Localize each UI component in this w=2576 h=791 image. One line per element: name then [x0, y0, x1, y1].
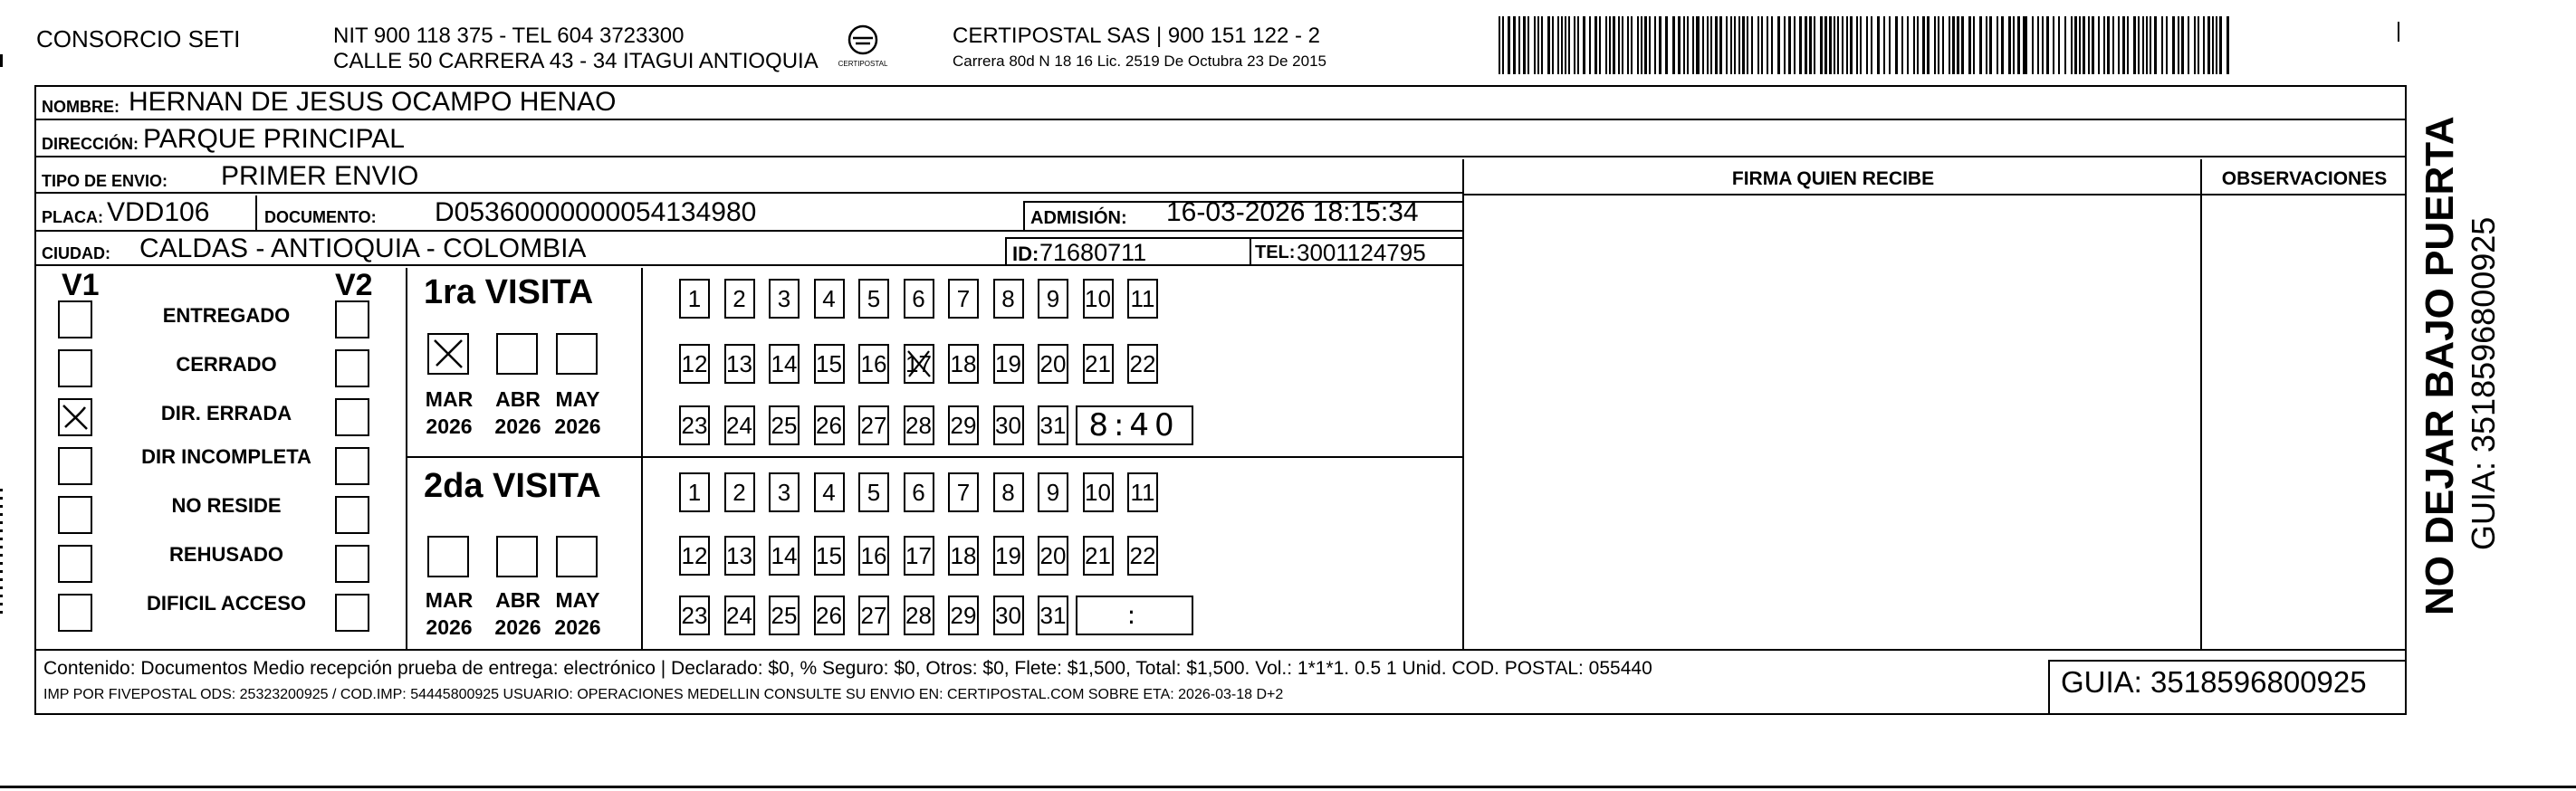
reasons-panel — [36, 268, 407, 649]
day-box[interactable]: 14 — [769, 344, 800, 384]
day-box[interactable]: 3 — [769, 279, 800, 319]
v2-checkbox[interactable] — [335, 398, 369, 436]
tel-label: TEL: — [1255, 243, 1296, 262]
address-line: CALLE 50 CARRERA 43 - 34 ITAGUI ANTIOQUIA — [333, 49, 819, 73]
day-box[interactable]: 9 — [1038, 472, 1068, 512]
month-label: MAY — [555, 588, 600, 612]
observations-label: OBSERVACIONES — [2221, 168, 2388, 189]
v1-checkbox[interactable] — [58, 300, 92, 338]
visit2-divider — [641, 458, 643, 649]
day-box[interactable]: 15 — [814, 536, 845, 576]
day-box[interactable]: 19 — [993, 536, 1024, 576]
v1-checkbox[interactable] — [58, 349, 92, 387]
month-checkbox[interactable] — [556, 536, 598, 577]
day-box[interactable]: 28 — [904, 596, 934, 635]
visit1-divider — [641, 268, 643, 458]
day-box[interactable]: 8 — [993, 279, 1024, 319]
day-box[interactable]: 17 — [904, 344, 934, 384]
day-box[interactable]: 28 — [904, 405, 934, 445]
day-box[interactable]: 12 — [679, 536, 710, 576]
side-guia: GUIA: 3518596800925 — [2465, 216, 2502, 550]
visit1-title: 1ra VISITA — [424, 273, 594, 311]
day-box[interactable]: 12 — [679, 344, 710, 384]
reason-label: DIR. ERRADA — [160, 402, 292, 424]
day-box[interactable]: 11 — [1127, 279, 1158, 319]
day-box[interactable]: 19 — [993, 344, 1024, 384]
name-value: HERNAN DE JESUS OCAMPO HENAO — [129, 87, 617, 117]
footer-content-line: Contenido: Documentos Medio recepción prueba de entrega: electrónico | Declarado: $0, % Seguro: $0, Otros: $0, Flete: $1,500, Total: $1,500. Vol.: 1*1*1. 0.5 1 Unid. COD. POSTAL: 055440 — [43, 658, 1652, 679]
visit2-title: 2da VISITA — [424, 467, 601, 505]
day-box[interactable]: 23 — [679, 405, 710, 445]
plate-label: PLACA: — [42, 208, 103, 226]
v2-checkbox[interactable] — [335, 496, 369, 534]
day-box[interactable]: 18 — [948, 536, 979, 576]
id-label: ID: — [1012, 243, 1039, 265]
v1-checkbox[interactable] — [58, 447, 92, 485]
certipostal-line2: Carrera 80d N 18 16 Lic. 2519 De Octubra 23 De 2015 — [953, 52, 1326, 70]
day-box[interactable]: 13 — [724, 344, 755, 384]
address-label: DIRECCIÓN: — [42, 135, 139, 153]
v2-checkbox[interactable] — [335, 349, 369, 387]
name-row — [36, 87, 2405, 120]
reason-label: ENTREGADO — [162, 304, 291, 327]
plate-divider — [255, 195, 257, 232]
day-box[interactable]: 3 — [769, 472, 800, 512]
day-box[interactable]: 6 — [904, 472, 934, 512]
day-box[interactable]: 4 — [814, 279, 845, 319]
day-box[interactable]: 1 — [679, 472, 710, 512]
certipostal-logo — [833, 22, 893, 76]
v2-checkbox[interactable] — [335, 447, 369, 485]
day-box[interactable]: 24 — [724, 405, 755, 445]
day-box[interactable]: 13 — [724, 536, 755, 576]
year-label: 2026 — [426, 415, 473, 438]
day-box[interactable]: 7 — [948, 279, 979, 319]
day-box[interactable]: 2 — [724, 279, 755, 319]
footer-imp-line: IMP POR FIVEPOSTAL ODS: 25323200925 / COD.IMP: 54445800925 USUARIO: OPERACIONES MEDELLIN CONSULTE SU ENVIO EN: CERTIPOSTAL.COM SOBRE ETA: 2026-03-18 D+2 — [43, 687, 1284, 702]
city-value: CALDAS - ANTIOQUIA - COLOMBIA — [139, 233, 587, 263]
month-label: MAY — [555, 387, 600, 411]
day-box[interactable]: 25 — [769, 405, 800, 445]
year-label: 2026 — [494, 415, 541, 438]
type-label: TIPO DE ENVIO: — [42, 172, 168, 190]
day-box[interactable]: 16 — [858, 344, 889, 384]
signature-label: FIRMA QUIEN RECIBE — [1731, 168, 1935, 189]
month-label: ABR — [495, 588, 541, 612]
city-row — [36, 233, 1462, 266]
day-box[interactable]: 31 — [1038, 405, 1068, 445]
day-box[interactable]: 1 — [679, 279, 710, 319]
signature-area — [1462, 159, 2200, 649]
day-box[interactable]: 20 — [1038, 344, 1068, 384]
left-tick — [0, 489, 3, 615]
logo-text: CERTIPOSTAL — [838, 60, 888, 68]
v1-checkbox[interactable] — [58, 545, 92, 583]
day-box[interactable]: 21 — [1083, 344, 1114, 384]
month-checkbox[interactable] — [496, 333, 538, 375]
day-box[interactable]: 26 — [814, 405, 845, 445]
month-label: MAR — [425, 387, 474, 411]
day-box[interactable]: 22 — [1127, 536, 1158, 576]
month-checkbox[interactable] — [556, 333, 598, 375]
day-box[interactable]: 18 — [948, 344, 979, 384]
day-box[interactable]: 27 — [858, 596, 889, 635]
visit2-panel — [407, 458, 1462, 649]
plate-row — [36, 195, 1462, 232]
day-box[interactable]: 4 — [814, 472, 845, 512]
day-box[interactable]: 15 — [814, 344, 845, 384]
time-box[interactable]: 8:40 — [1076, 405, 1193, 445]
company-name: CONSORCIO SETI — [36, 25, 241, 52]
footer — [36, 649, 2405, 713]
day-box[interactable]: 14 — [769, 536, 800, 576]
day-box[interactable]: 9 — [1038, 279, 1068, 319]
year-label: 2026 — [494, 615, 541, 639]
year-label: 2026 — [554, 415, 601, 438]
day-box[interactable]: 5 — [858, 472, 889, 512]
address-row — [36, 122, 2405, 157]
day-box[interactable]: 6 — [904, 279, 934, 319]
name-label: NOMBRE: — [42, 98, 120, 116]
v2-label: V2 — [335, 268, 373, 302]
year-label: 2026 — [554, 615, 601, 639]
reason-label: REHUSADO — [169, 543, 283, 566]
side-warning: NO DEJAR BAJO PUERTA — [2418, 116, 2462, 615]
reason-label: DIR INCOMPLETA — [141, 445, 311, 468]
day-box[interactable]: 20 — [1038, 536, 1068, 576]
nit-line: NIT 900 118 375 - TEL 604 3723300 — [333, 24, 685, 48]
v2-checkbox[interactable] — [335, 300, 369, 338]
reason-label: NO RESIDE — [171, 494, 282, 517]
type-value: PRIMER ENVIO — [221, 161, 419, 191]
month-checkbox[interactable] — [496, 536, 538, 577]
doc-label: DOCUMENTO: — [264, 208, 377, 226]
day-box[interactable]: 8 — [993, 472, 1024, 512]
day-box[interactable]: 22 — [1127, 344, 1158, 384]
year-label: 2026 — [426, 615, 473, 639]
bottom-rule — [0, 786, 2576, 788]
handwritten-mark-icon — [905, 346, 933, 382]
doc-value: D05360000000054134980 — [435, 197, 757, 227]
visit1-panel — [407, 268, 1462, 458]
day-box[interactable]: 30 — [993, 596, 1024, 635]
day-box[interactable]: 24 — [724, 596, 755, 635]
header — [36, 16, 1485, 85]
reason-label: CERRADO — [176, 353, 277, 376]
v1-label: V1 — [62, 268, 100, 302]
v1-checkbox[interactable] — [58, 496, 92, 534]
observations-area — [2200, 159, 2405, 649]
day-box[interactable]: 2 — [724, 472, 755, 512]
month-label: ABR — [495, 387, 541, 411]
footer-guia: GUIA: 3518596800925 — [2061, 665, 2367, 699]
day-box[interactable]: 5 — [858, 279, 889, 319]
v2-checkbox[interactable] — [335, 594, 369, 632]
day-box[interactable]: 17 — [904, 536, 934, 576]
left-tick — [0, 54, 3, 67]
month-label: MAR — [425, 588, 474, 612]
day-box[interactable]: 7 — [948, 472, 979, 512]
day-box[interactable]: 29 — [948, 596, 979, 635]
certipostal-line1: CERTIPOSTAL SAS | 900 151 122 - 2 — [953, 24, 1320, 48]
v2-checkbox[interactable] — [335, 545, 369, 583]
id-value: 71680711 — [1039, 239, 1147, 266]
day-box[interactable]: 27 — [858, 405, 889, 445]
city-label: CIUDAD: — [42, 244, 110, 262]
day-box[interactable]: 31 — [1038, 596, 1068, 635]
day-box[interactable]: 29 — [948, 405, 979, 445]
day-box[interactable]: 21 — [1083, 536, 1114, 576]
reason-label: DIFICIL ACCESO — [146, 592, 306, 615]
barcode — [1499, 16, 2234, 74]
address-value: PARQUE PRINCIPAL — [143, 124, 405, 154]
admission-value: 16-03-2026 18:15:34 — [1166, 197, 1419, 227]
day-box[interactable]: 26 — [814, 596, 845, 635]
type-row — [36, 159, 1462, 194]
plate-value: VDD106 — [107, 197, 210, 227]
v1-checkbox[interactable] — [58, 594, 92, 632]
tick-mark — [2398, 22, 2399, 42]
admission-label: ADMISIÓN: — [1030, 208, 1127, 228]
month-checkbox[interactable] — [427, 333, 469, 375]
day-box[interactable]: 30 — [993, 405, 1024, 445]
v1-checkbox[interactable] — [58, 398, 92, 436]
month-checkbox[interactable] — [427, 536, 469, 577]
day-box[interactable]: 10 — [1083, 279, 1114, 319]
day-box[interactable]: 25 — [769, 596, 800, 635]
day-box[interactable]: 11 — [1127, 472, 1158, 512]
day-box[interactable]: 16 — [858, 536, 889, 576]
observations-underline — [2202, 194, 2407, 195]
time-box[interactable]: : — [1076, 596, 1193, 635]
signature-underline — [1464, 194, 2202, 195]
day-box[interactable]: 10 — [1083, 472, 1114, 512]
tel-value: 3001124795 — [1297, 239, 1426, 266]
day-box[interactable]: 23 — [679, 596, 710, 635]
